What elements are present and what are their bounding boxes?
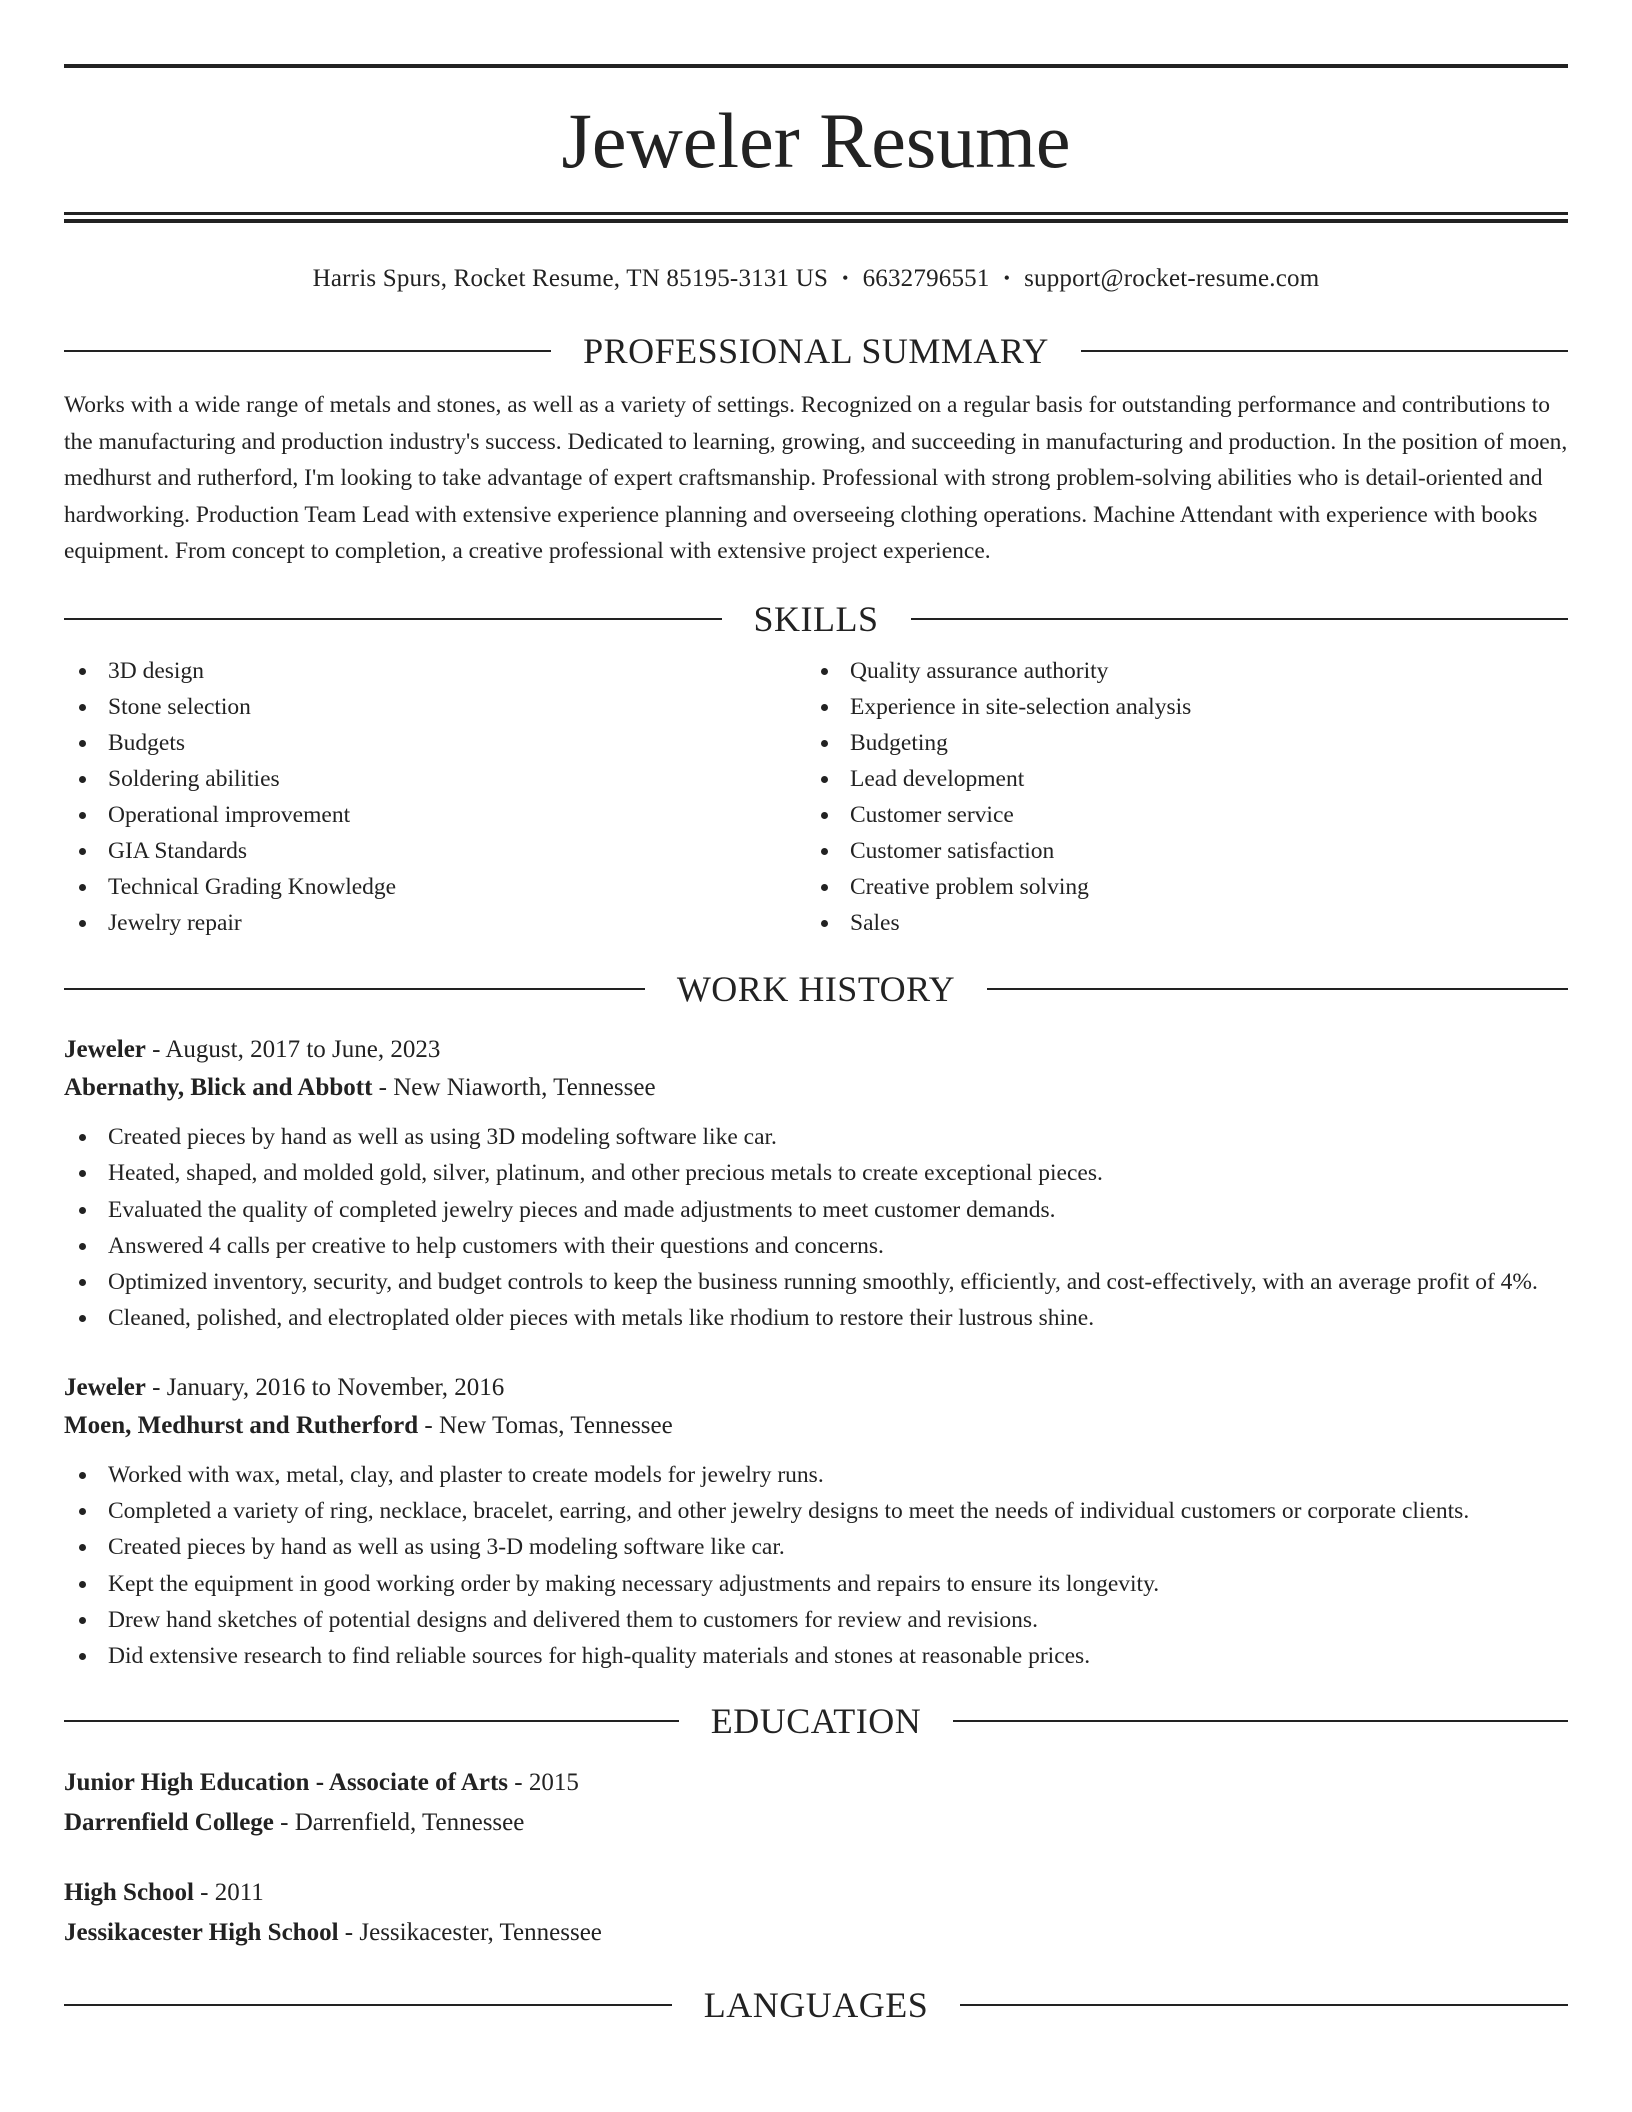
education-school: Jessikacester High School — [64, 1918, 339, 1946]
skill-item: Budgets — [64, 725, 806, 761]
skills-grid — [64, 653, 1568, 941]
education-school: Darrenfield College — [64, 1808, 274, 1836]
job-bullets — [64, 1119, 1568, 1337]
job-company-line — [64, 1407, 1568, 1445]
education-location: - Darrenfield, Tennessee — [273, 1808, 525, 1836]
job-bullet: Heated, shaped, and molded gold, silver, platinum, and other precious metals to create exceptional pieces. — [64, 1155, 1568, 1191]
skills-section-heading — [64, 598, 1568, 639]
heading-rule-left — [64, 618, 722, 620]
contact-phone: 6632796551 — [862, 265, 990, 292]
languages-heading-label: LANGUAGES — [703, 1984, 929, 2025]
heading-rule-right — [960, 2004, 1568, 2006]
job-company: Moen, Medhurst and Rutherford — [64, 1411, 419, 1439]
skill-item: Creative problem solving — [806, 869, 1548, 905]
skill-item: GIA Standards — [64, 833, 806, 869]
education-year: - 2011 — [193, 1878, 264, 1906]
job-company-line — [64, 1069, 1568, 1107]
heading-rule-left — [64, 1720, 679, 1722]
resume-page — [64, 64, 1568, 2023]
job-bullet: Worked with wax, metal, clay, and plaster to create models for jewelry runs. — [64, 1457, 1568, 1493]
skill-item: Budgeting — [806, 725, 1548, 761]
heading-rule-left — [64, 350, 551, 352]
job-entry — [64, 1031, 1568, 1337]
education-degree: High School — [64, 1878, 194, 1906]
education-degree: Junior High Education - Associate of Arts — [64, 1768, 509, 1796]
job-company: Abernathy, Blick and Abbott — [64, 1073, 373, 1101]
contact-email: support@rocket-resume.com — [1024, 265, 1320, 292]
education-entry — [64, 1873, 1568, 1953]
job-bullets — [64, 1457, 1568, 1675]
heading-rule-right — [953, 1720, 1568, 1722]
job-bullet: Did extensive research to find reliable sources for high-quality materials and stones at reasonable prices. — [64, 1638, 1568, 1674]
education-school-line — [64, 1913, 1568, 1953]
contact-address: Harris Spurs, Rocket Resume, TN 85195-3131 US — [312, 265, 829, 292]
skill-item: Sales — [806, 905, 1548, 941]
education-entry — [64, 1763, 1568, 1843]
job-bullet: Optimized inventory, security, and budget controls to keep the business running smoothly, efficiently, and cost-effectively, with an average profit of 4%. — [64, 1264, 1568, 1300]
skill-item: 3D design — [64, 653, 806, 689]
skill-item: Quality assurance authority — [806, 653, 1548, 689]
skill-item: Experience in site-selection analysis — [806, 689, 1548, 725]
summary-section-heading — [64, 333, 1568, 369]
heading-rule-right — [1081, 350, 1568, 352]
job-dates: - August, 2017 to June, 2023 — [145, 1035, 441, 1063]
skill-item: Operational improvement — [64, 797, 806, 833]
job-bullet: Answered 4 calls per creative to help customers with their questions and concerns. — [64, 1228, 1568, 1264]
job-dates: - January, 2016 to November, 2016 — [145, 1373, 505, 1401]
skill-item: Customer satisfaction — [806, 833, 1548, 869]
contact-separator: • — [842, 268, 849, 288]
skill-item: Soldering abilities — [64, 761, 806, 797]
summary-heading-label: PROFESSIONAL SUMMARY — [583, 331, 1049, 371]
heading-rule-left — [64, 988, 645, 990]
skills-list-right — [806, 653, 1548, 941]
job-location: - New Tomas, Tennessee — [418, 1411, 673, 1439]
skill-item: Stone selection — [64, 689, 806, 725]
contact-line — [64, 261, 1568, 295]
work-section-heading — [64, 968, 1568, 1009]
skills-heading-label: SKILLS — [753, 598, 879, 639]
job-title: Jeweler — [64, 1035, 146, 1063]
resume-title: Jeweler Resume — [561, 97, 1071, 184]
title-double-rule — [64, 212, 1568, 223]
job-bullet: Completed a variety of ring, necklace, bracelet, earring, and other jewelry designs to meet the needs of individual customers or corporate clients. — [64, 1493, 1568, 1529]
education-degree-line — [64, 1763, 1568, 1803]
education-school-line — [64, 1803, 1568, 1843]
job-bullet: Created pieces by hand as well as using 3-D modeling software like car. — [64, 1529, 1568, 1565]
heading-rule-right — [987, 988, 1568, 990]
education-location: - Jessikacester, Tennessee — [338, 1918, 602, 1946]
job-bullet: Cleaned, polished, and electroplated older pieces with metals like rhodium to restore their lustrous shine. — [64, 1300, 1568, 1336]
languages-section-heading — [64, 1984, 1568, 2025]
job-title-line — [64, 1369, 1568, 1407]
summary-text: Works with a wide range of metals and stones, as well as a variety of settings. Recognized on a regular basis for outstanding performance and contributions to the manufacturing and production industry's success. Dedicated to learning, growing, and succeeding in manufacturing and production. In the position of moen, medhurst and rutherford, I'm looking to take advantage of expert craftsmanship. Professional with strong problem-solving abilities who is detail-oriented and hardworking. Production Team Lead with extensive experience planning and overseeing clothing operations. Machine Attendant with experience with books equipment. From concept to completion, a creative professional with extensive project experience. — [64, 392, 1568, 565]
top-rule — [64, 64, 1568, 68]
job-bullet: Evaluated the quality of completed jewelry pieces and made adjustments to meet customer demands. — [64, 1192, 1568, 1228]
skill-item: Lead development — [806, 761, 1548, 797]
education-heading-label: EDUCATION — [710, 1700, 922, 1741]
heading-rule-left — [64, 2004, 672, 2006]
education-section-heading — [64, 1700, 1568, 1741]
job-bullet: Drew hand sketches of potential designs and delivered them to customers for review and revisions. — [64, 1602, 1568, 1638]
education-year: - 2015 — [508, 1768, 579, 1796]
skill-item: Customer service — [806, 797, 1548, 833]
education-degree-line — [64, 1873, 1568, 1913]
job-title-line — [64, 1031, 1568, 1069]
job-entry — [64, 1369, 1568, 1675]
skill-item: Technical Grading Knowledge — [64, 869, 806, 905]
work-heading-label: WORK HISTORY — [676, 968, 956, 1009]
job-bullet: Created pieces by hand as well as using 3D modeling software like car. — [64, 1119, 1568, 1155]
job-title: Jeweler — [64, 1373, 146, 1401]
skills-list-left — [64, 653, 806, 941]
job-bullet: Kept the equipment in good working order by making necessary adjustments and repairs to ensure its longevity. — [64, 1566, 1568, 1602]
skill-item: Jewelry repair — [64, 905, 806, 941]
heading-rule-right — [911, 618, 1569, 620]
contact-separator: • — [1003, 268, 1011, 288]
job-location: - New Niaworth, Tennessee — [372, 1073, 656, 1101]
